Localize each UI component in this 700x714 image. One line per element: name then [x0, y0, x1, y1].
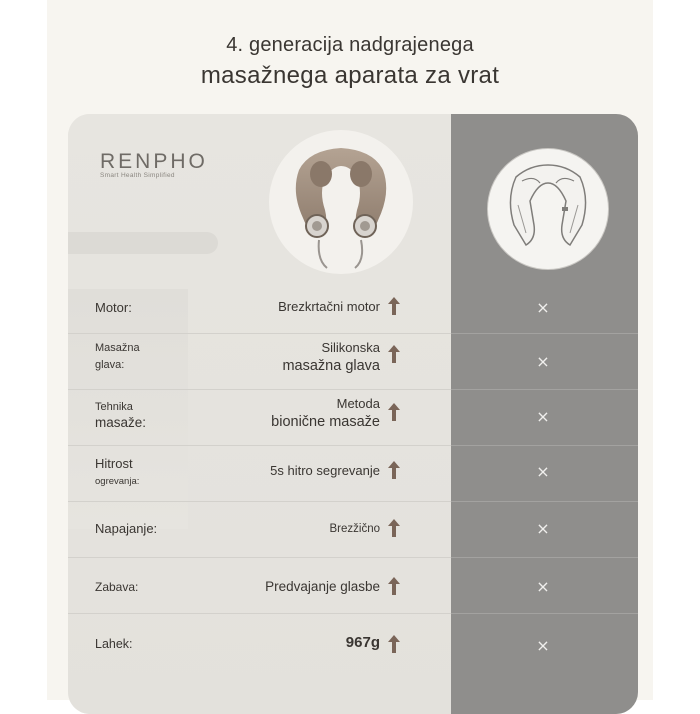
row-label: Lahek:: [95, 637, 133, 651]
row-label: Hitrost ogrevanja:: [95, 456, 140, 487]
row-value: Silikonska masažna glava: [282, 340, 380, 374]
cross-icon: ×: [536, 462, 550, 481]
cross-icon: ×: [536, 407, 550, 426]
row-label: Napajanje:: [95, 521, 158, 536]
row-value: Predvajanje glasbe: [265, 579, 380, 594]
cross-icon: ×: [536, 298, 550, 317]
table-row: [68, 334, 638, 390]
row-value: Brezžično: [329, 523, 380, 535]
arrow-up-icon: [387, 518, 401, 538]
table-row: [68, 446, 638, 502]
table-row: [68, 502, 638, 558]
row-value: 967g: [345, 634, 380, 651]
row-value: Brezkrtačni motor: [278, 299, 380, 314]
headline-line-1: 4. generacija nadgrajenega: [226, 34, 474, 56]
row-label: Zabava:: [95, 580, 139, 594]
row-label: Masažna glava:: [95, 342, 140, 371]
arrow-up-icon: [387, 296, 401, 316]
row-value: Metoda bionične masaže: [271, 396, 380, 430]
neck-massager-icon: [269, 130, 413, 274]
row-value: 5s hitro segrevanje: [270, 463, 380, 478]
generic-massager-icon: [488, 149, 608, 269]
headline-line-2: masažnega aparata za vrat: [200, 62, 500, 89]
competitor-image-circle: [487, 148, 609, 270]
table-row: [68, 390, 638, 446]
brand-tagline: Smart Health Simplified: [100, 172, 175, 179]
row-label: Motor:: [95, 300, 132, 315]
arrow-up-icon: [387, 460, 401, 480]
product-image-circle: [269, 130, 413, 274]
arrow-up-icon: [387, 344, 401, 364]
brand-logo: RENPHO: [100, 150, 208, 173]
cross-icon: ×: [536, 519, 550, 538]
arrow-up-icon: [387, 402, 401, 422]
cross-icon: ×: [536, 352, 550, 371]
table-row: [68, 614, 638, 670]
cross-icon: ×: [536, 636, 550, 655]
row-label: Tehnika masaže:: [95, 401, 147, 430]
arrow-up-icon: [387, 576, 401, 596]
arrow-up-icon: [387, 634, 401, 654]
table-row: [68, 278, 638, 334]
cross-icon: ×: [536, 577, 550, 596]
table-row: [68, 558, 638, 614]
decorative-bar: [68, 232, 218, 254]
